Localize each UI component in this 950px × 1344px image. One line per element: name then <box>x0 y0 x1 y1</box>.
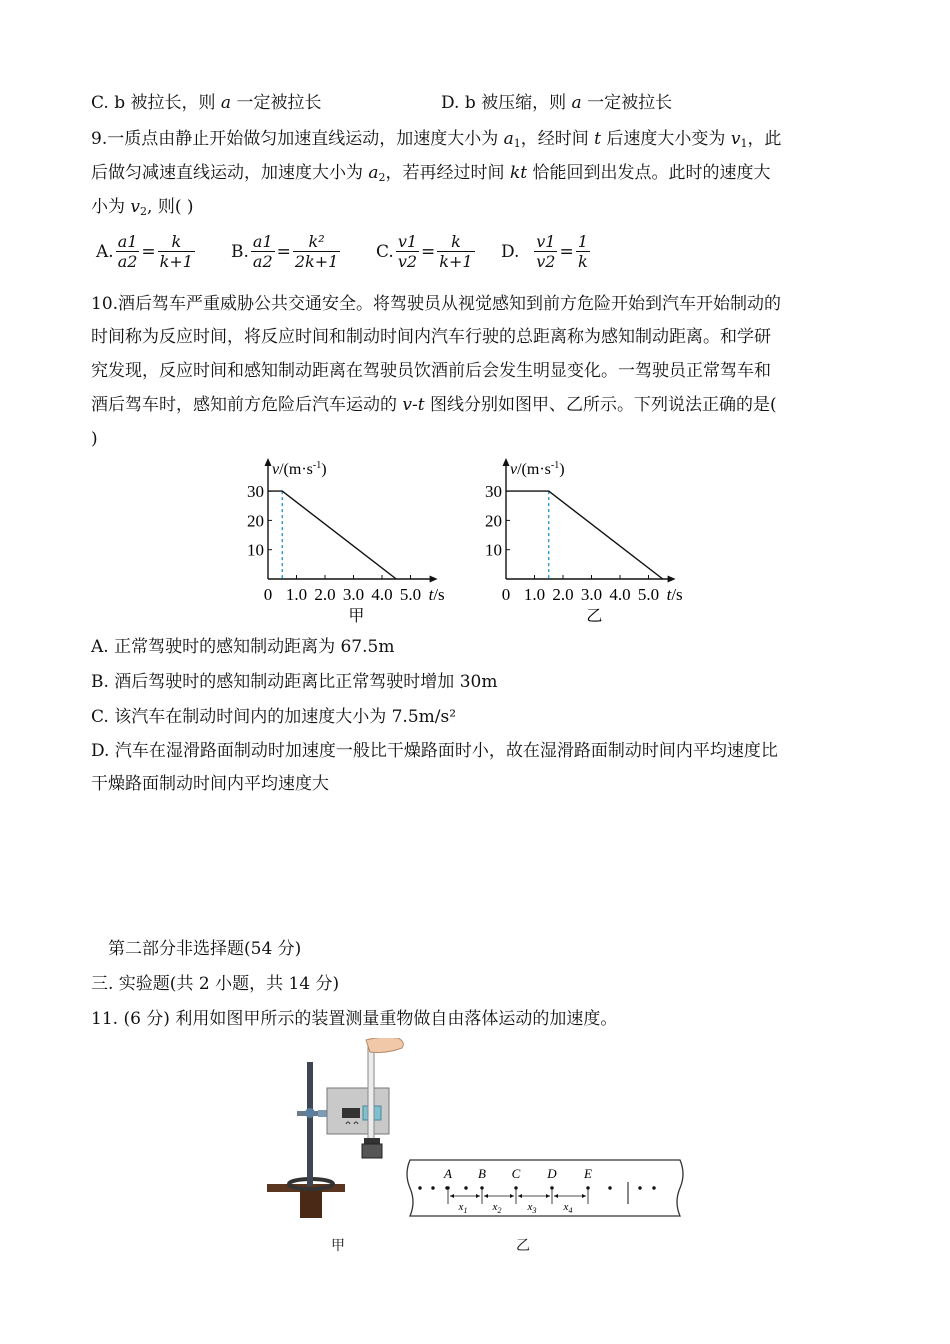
segment-label: $x_3$ <box>527 1201 537 1215</box>
fraction: $\frac{v1}{v2}$ <box>397 232 418 271</box>
q10-option-a: A. 正常驾驶时的感知制动距离为 67.5m <box>91 637 395 657</box>
q9-option-a: A. $\frac{a1}{a2}$ = $\frac{k}{k+1}$ <box>96 232 193 271</box>
tape-dot <box>638 1186 641 1189</box>
chart-caption: 甲 <box>348 608 365 625</box>
q10-option-c: C. 该汽车在制动时间内的加速度大小为 7.5m/s² <box>91 707 457 727</box>
q9-option-b: B. $\frac{a1}{a2}$ = $\frac{\text{k²}}{2k+1}$ <box>231 232 339 271</box>
fraction: $\frac{\text{k²}}{2k+1}$ <box>294 232 339 271</box>
figure-label-jia: 甲 <box>331 1238 345 1254</box>
tape-dot <box>514 1186 517 1189</box>
q10-option-d-line1: D. 汽车在湿滑路面制动时加速度一般比干燥路面时小，故在湿滑路面制动时间内平均速度比 <box>91 741 778 761</box>
tape-dot <box>652 1186 655 1189</box>
section-heading: 三. 实验题(共 2 小题，共 14 分) <box>91 974 340 994</box>
x-tick-label: 0 <box>501 585 511 604</box>
fraction: $\frac{1}{k}$ <box>577 232 588 271</box>
x-tick-label: 5.0 <box>399 585 422 604</box>
x-tick-label: 2.0 <box>314 585 336 604</box>
apparatus-figure <box>262 1038 412 1223</box>
x-tick-label: 5.0 <box>637 585 660 604</box>
tape-dot <box>446 1186 449 1189</box>
paper-tape-figure <box>404 1158 688 1220</box>
y-axis-arrow <box>265 458 272 466</box>
tape-point-label: E <box>584 1166 592 1181</box>
x-tick-label: 3.0 <box>580 585 603 604</box>
tape-dot <box>550 1186 553 1189</box>
tape-dot <box>480 1186 483 1189</box>
segment-label: $x_2$ <box>492 1201 502 1215</box>
q9-option-d: D. $\frac{v1}{v2}$ = $\frac{1}{k}$ <box>501 232 588 271</box>
q10-stem-line4: 酒后驾车时，感知前方危险后汽车运动的 v-t 图线分别如图甲、乙所示。下列说法正确的是( <box>91 395 777 415</box>
q9-stem-line2: 后做匀减速直线运动，加速度大小为 $a_2$，若再经过时间 kt 恰能回到出发点。此时的速度大 <box>91 163 771 184</box>
fraction: $\frac{k}{k+1}$ <box>439 232 473 271</box>
x-axis-label: t/s <box>428 585 445 604</box>
tape-dot <box>418 1186 421 1189</box>
y-axis-label: $v/(m\cdot s^{-1})$ <box>510 460 565 478</box>
fraction: $\frac{k}{k+1}$ <box>159 232 193 271</box>
y-tick-label: 20 <box>485 511 502 531</box>
tape-dot <box>608 1186 611 1189</box>
part2-heading: 第二部分非选择题(54 分) <box>108 939 302 959</box>
q10-stem-line2: 时间称为反应时间，将反应时间和制动时间内汽车行驶的总距离称为感知制动距离。和学研 <box>91 327 771 347</box>
y-tick-label: 20 <box>247 511 264 531</box>
q10-option-d-line2: 干燥路面制动时间内平均速度大 <box>91 774 329 794</box>
chart-caption: 乙 <box>586 608 603 625</box>
q10-option-b: B. 酒后驾驶时的感知制动距离比正常驾驶时增加 30m <box>91 672 498 692</box>
tape-point-label: C <box>511 1166 521 1181</box>
chart-jia <box>236 456 476 626</box>
q9-option-c: C. $\frac{v1}{v2}$ = $\frac{k}{k+1}$ <box>376 232 473 271</box>
x-tick-label: 2.0 <box>552 585 574 604</box>
fraction: $\frac{a1}{a2}$ <box>117 232 138 271</box>
series-line <box>268 491 396 579</box>
q9-stem-line3: 小为 $v_2$, 则( ) <box>91 197 194 218</box>
y-axis-label: $v/(m\cdot s^{-1})$ <box>272 460 327 478</box>
fraction: $\frac{a1}{a2}$ <box>252 232 273 271</box>
segment-label: $x_4$ <box>563 1201 573 1215</box>
q10-stem-line1: 10.酒后驾车严重威胁公共交通安全。将驾驶员从视觉感知到前方危险开始到汽车开始制动的 <box>91 294 782 314</box>
x-axis-arrow <box>668 576 676 583</box>
x-tick-label: 1.0 <box>285 585 308 604</box>
tape-point-label: B <box>478 1166 486 1181</box>
q9-stem-line1: 9.一质点由静止开始做匀加速直线运动，加速度大小为 $a_1$，经时间 t 后速度大小变为 $v_1$，此 <box>91 129 782 150</box>
q8-option-d: D. b 被压缩，则 a 一定被拉长 <box>441 93 673 113</box>
tape-dot <box>464 1186 467 1189</box>
tape-point-label: A <box>444 1166 452 1181</box>
x-tick-label: 3.0 <box>342 585 365 604</box>
q11-stem: 11. (6 分) 利用如图甲所示的装置测量重物做自由落体运动的加速度。 <box>91 1009 618 1029</box>
tape-dot <box>431 1186 434 1189</box>
segment-label: $x_1$ <box>458 1201 468 1215</box>
x-tick-label: 4.0 <box>371 585 393 604</box>
y-tick-label: 10 <box>485 540 502 560</box>
series-line <box>506 491 663 579</box>
figure-label-yi: 乙 <box>516 1238 530 1254</box>
y-tick-label: 10 <box>247 540 264 560</box>
q10-stem-line5: ) <box>91 429 98 449</box>
y-tick-label: 30 <box>485 482 502 502</box>
y-tick-label: 30 <box>247 482 264 502</box>
q10-stem-line3: 究发现，反应时间和感知制动距离在驾驶员饮酒前后会发生明显变化。一驾驶员正常驾车和 <box>91 361 771 381</box>
x-tick-label: 0 <box>263 585 273 604</box>
y-axis-arrow <box>503 458 510 466</box>
x-tick-label: 1.0 <box>523 585 546 604</box>
x-axis-label: t/s <box>666 585 683 604</box>
tape-dot <box>586 1186 589 1189</box>
x-tick-label: 4.0 <box>609 585 631 604</box>
q8-option-c: C. b 被拉长，则 a 一定被拉长 <box>91 93 322 113</box>
fraction: $\frac{v1}{v2}$ <box>536 232 556 271</box>
x-axis-arrow <box>430 576 438 583</box>
tape-point-label: D <box>547 1166 557 1181</box>
chart-yi <box>474 456 714 626</box>
